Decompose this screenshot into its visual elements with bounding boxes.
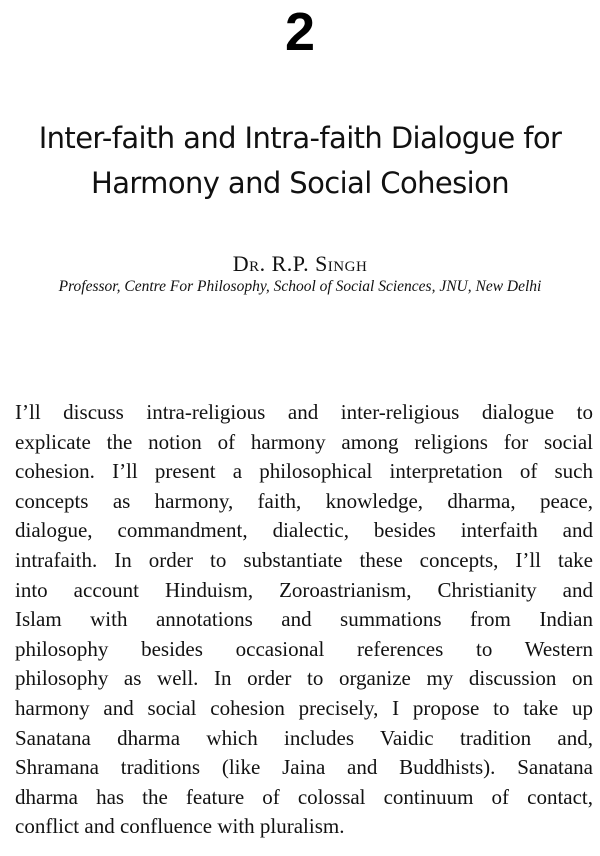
body-line: explicate the notion of harmony among religions for social: [15, 429, 593, 454]
body-line: cohesion. I’ll present a philosophical interpretation of such: [15, 459, 593, 484]
chapter-title-line-2: Harmony and Social Cohesion: [90, 166, 510, 200]
body-line: Sanatana dharma which includes Vaidic tradition and,: [15, 725, 593, 750]
author-name: Dr. R.P. Singh: [232, 251, 368, 276]
body-line: philosophy besides occasional references to Western: [15, 636, 593, 661]
body-line: dialogue, commandment, dialectic, besides interfaith and: [15, 518, 593, 543]
body-line: concepts as harmony, faith, knowledge, dharma, peace,: [15, 488, 593, 513]
body-line: Shramana traditions (like Jaina and Buddhists). Sanatana: [15, 755, 593, 780]
body-line: harmony and social cohesion precisely, I propose to take up: [15, 695, 593, 720]
body-line: philosophy as well. In order to organize my discussion on: [15, 666, 593, 691]
body-line: into account Hinduism, Zoroastrianism, Christianity and: [15, 577, 593, 602]
body-line: Islam with annotations and summations from Indian: [15, 607, 593, 632]
body-line: intrafaith. In order to substantiate these concepts, I’ll take: [15, 547, 593, 572]
body-paragraph: [15, 398, 593, 842]
author-affiliation: Professor, Centre For Philosophy, School of Social Sciences, JNU, New Delhi: [58, 278, 542, 295]
chapter-number: 2: [284, 2, 316, 62]
body-line: dharma has the feature of colossal continuum of contact,: [15, 784, 593, 809]
chapter-title-line-1: Inter-faith and Intra-faith Dialogue for: [38, 121, 562, 155]
chapter-title: [0, 116, 600, 206]
body-line: conflict and confluence with pluralism.: [15, 814, 345, 839]
body-line: I’ll discuss intra-religious and inter-religious dialogue to: [15, 400, 593, 424]
